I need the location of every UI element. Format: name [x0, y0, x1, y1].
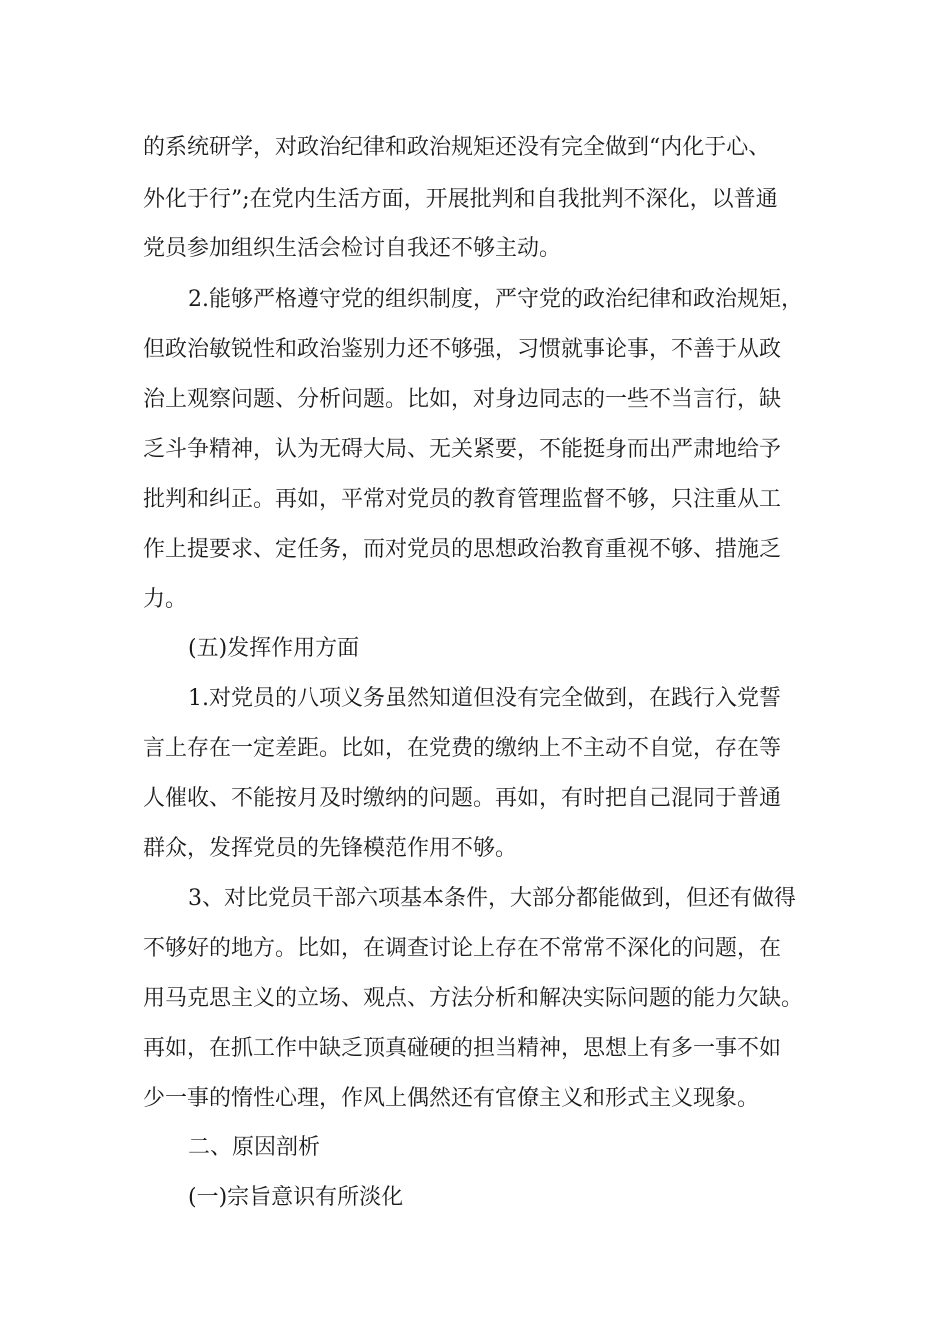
body-line: 人催收、不能按月及时缴纳的问题。再如，有时把自己混同于普通: [143, 786, 782, 811]
body-line: 言上存在一定差距。比如，在党费的缴纳上不主动不自觉，存在等: [143, 736, 782, 761]
body-line: 1.对党员的八项义务虽然知道但没有完全做到，在践行入党誓: [188, 686, 781, 711]
body-line: 党员参加组织生活会检讨自我还不够主动。: [143, 236, 562, 261]
body-line: 2.能够严格遵守党的组织制度，严守党的政治纪律和政治规矩，: [188, 287, 803, 312]
body-line: 但政治敏锐性和政治鉴别力还不够强，习惯就事论事，不善于从政: [143, 337, 782, 362]
section-heading: (五)发挥作用方面: [188, 636, 360, 661]
body-line: 用马克思主义的立场、观点、方法分析和解决实际问题的能力欠缺。: [143, 986, 804, 1011]
body-line: 不够好的地方。比如，在调查讨论上存在不常常不深化的问题，在: [143, 936, 782, 961]
subsection-heading: (一)宗旨意识有所淡化: [188, 1185, 404, 1210]
body-line: 力。: [143, 587, 188, 612]
body-line: 批判和纠正。再如，平常对党员的教育管理监督不够，只注重从工: [143, 487, 782, 512]
body-line: 3、对比党员干部六项基本条件，大部分都能做到，但还有做得: [188, 886, 796, 911]
body-line: 治上观察问题、分析问题。比如，对身边同志的一些不当言行，缺: [143, 387, 782, 412]
body-line: 乏斗争精神，认为无碍大局、无关紧要，不能挺身而出严肃地给予: [143, 437, 782, 462]
section-heading: 二、原因剖析: [188, 1135, 321, 1160]
body-line: 少一事的惰性心理，作风上偶然还有官僚主义和形式主义现象。: [143, 1086, 760, 1111]
body-line: 群众，发挥党员的先锋模范作用不够。: [143, 836, 518, 861]
body-line: 外化于行”;在党内生活方面，开展批判和自我批判不深化，以普通: [143, 187, 778, 212]
body-line: 再如，在抓工作中缺乏顶真碰硬的担当精神，思想上有多一事不如: [143, 1036, 782, 1061]
body-line: 作上提要求、定任务，而对党员的思想政治教育重视不够、措施乏: [143, 537, 782, 562]
body-line: 的系统研学，对政治纪律和政治规矩还没有完全做到“内化于心、: [143, 135, 771, 160]
